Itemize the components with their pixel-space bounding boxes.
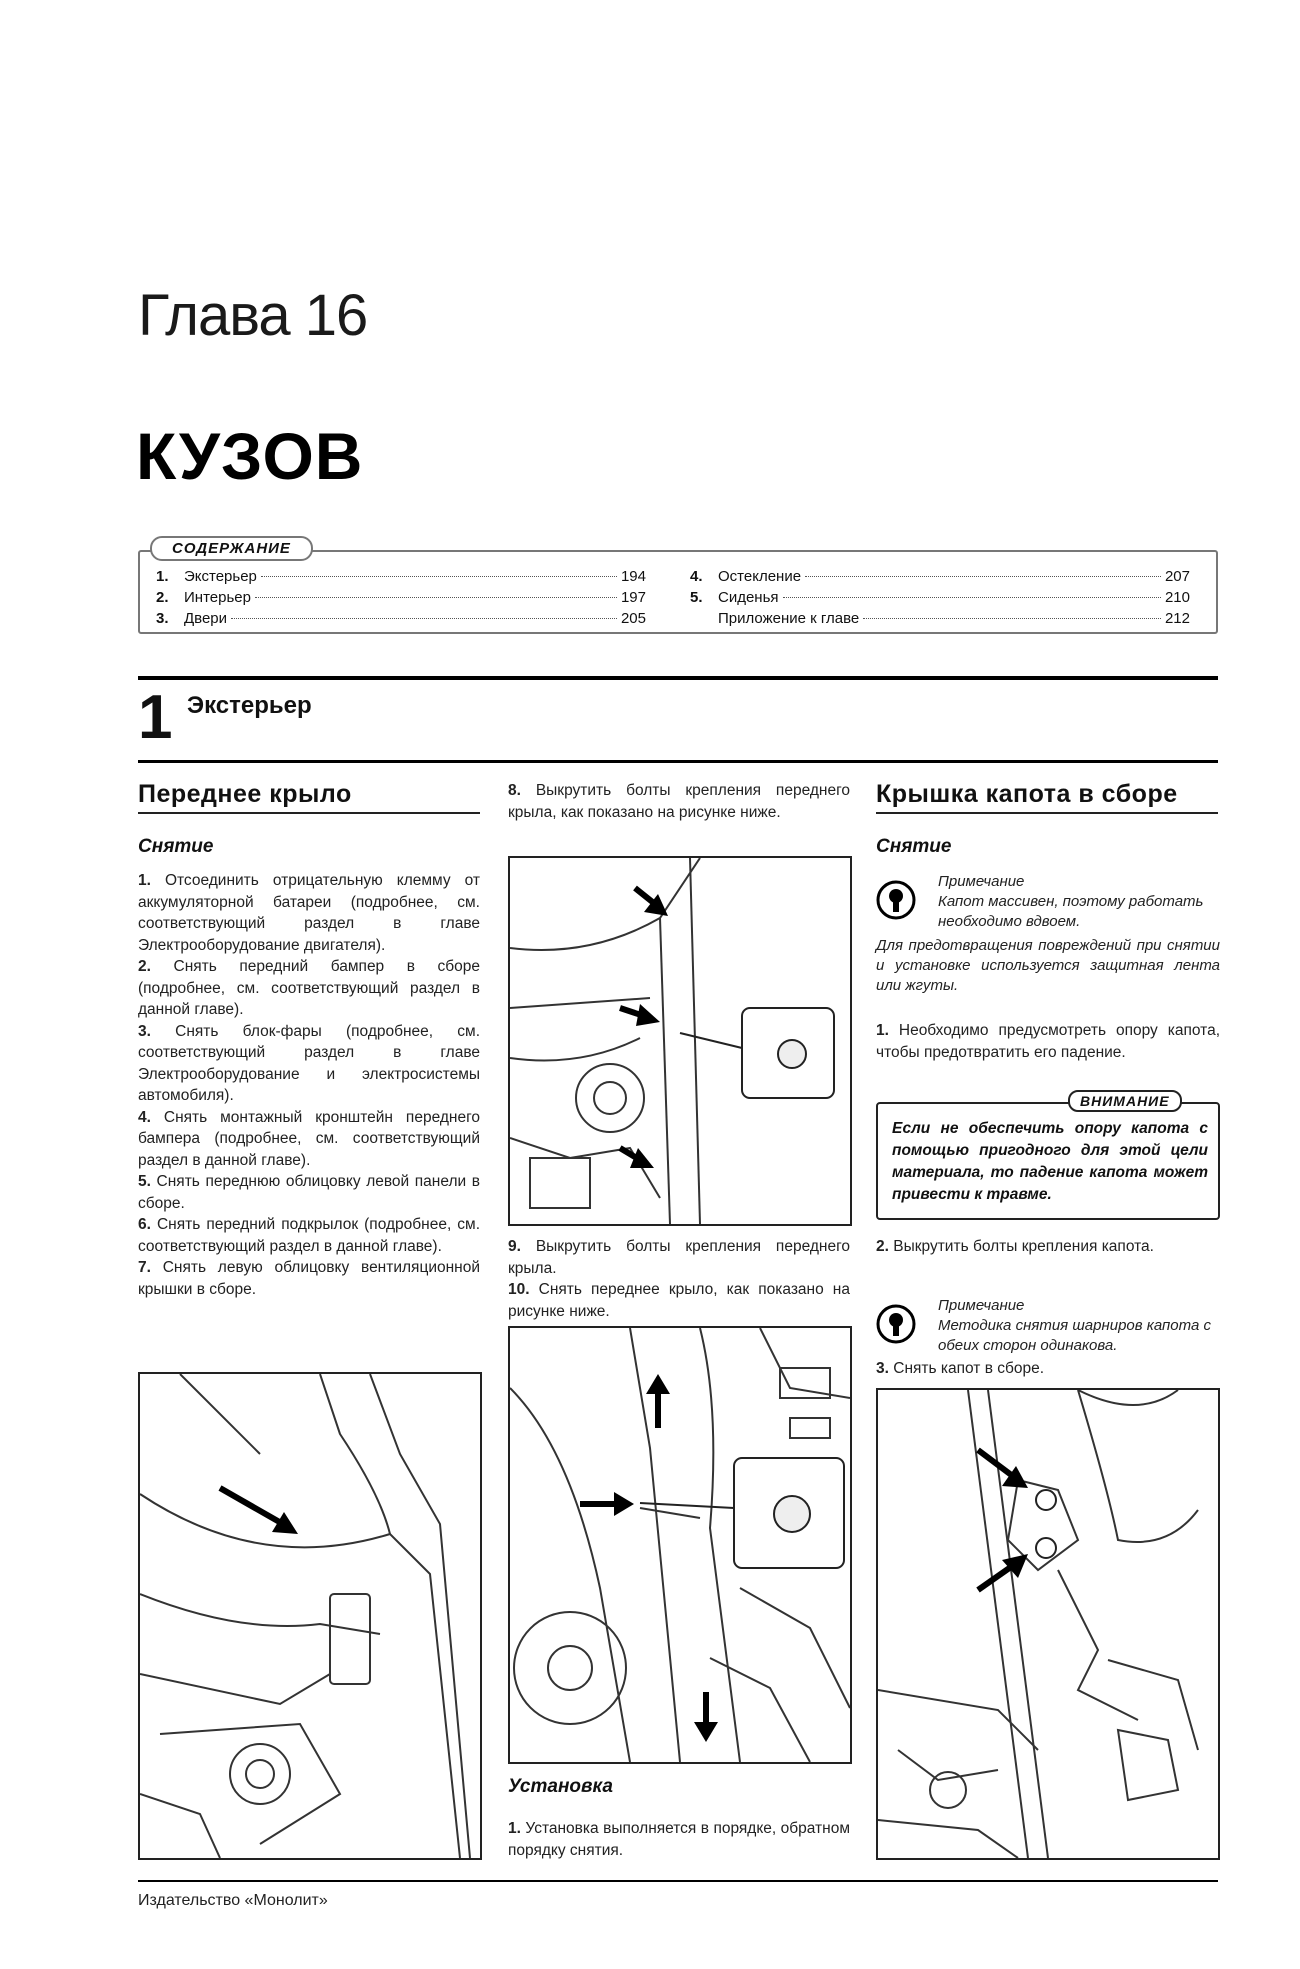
note-2: Примечание Методика снятия шарниров капота с обеих сторон одинакова. [938, 1297, 1211, 1354]
chapter-number: Глава 16 [138, 283, 368, 348]
bolt-icon [778, 1040, 806, 1068]
heading-underline [876, 812, 1218, 814]
toc-item[interactable]: 3. Двери 205 [156, 610, 646, 627]
removal-subheading: Снятие [138, 836, 214, 857]
figure-fender-panel [138, 1372, 482, 1860]
section-number: 1 [138, 683, 173, 752]
toc-item[interactable]: 4. Остекление 207 [690, 568, 1190, 585]
steps-9-10: 9. Выкрутить болты крепления переднего крыла. 10. Снять переднее крыло, как показано на рисунке ниже. [508, 1238, 850, 1320]
line-drawing-fender-bolts [510, 858, 850, 1224]
step: 5. Снять переднюю облицовку левой панели в сборе. [138, 1173, 481, 1212]
section-title: Экстерьер [187, 692, 312, 719]
line-drawing-hood-hinge [878, 1390, 1218, 1858]
line-drawing-fender-removal [510, 1328, 850, 1762]
table-of-contents [138, 550, 1218, 634]
footer-rule [138, 1880, 1218, 1882]
toc-right-column [690, 566, 1190, 629]
step: 1. Отсоединить отрицательную клемму от аккумуляторной батареи (подробнее, см. соответствующий раздел в главе Электрооборудование двигателя). [138, 872, 480, 954]
bolt-icon [1036, 1490, 1056, 1510]
toc-item[interactable]: 5. Сиденья 210 [690, 589, 1190, 606]
hood-step-1: 1. Необходимо предусмотреть опору капота, чтобы предотвратить его падение. [876, 1022, 1220, 1061]
section-bottom-rule [138, 760, 1218, 763]
step-8: 8. Выкрутить болты крепления переднего крыла, как показано на рисунке ниже. [508, 782, 850, 821]
arrow-icon [580, 1374, 718, 1742]
warning-box [876, 1102, 1220, 1220]
hood-step-3: 3. Снять капот в сборе. [876, 1360, 1045, 1377]
installation-step: 1. Установка выполняется в порядке, обратном порядку снятия. [508, 1820, 850, 1859]
toc-item[interactable]: 1. Экстерьер 194 [156, 568, 646, 585]
note-1-continued: Для предотвращения повреждений при снятии и установке используется защитная лента или жгуты. [876, 937, 1220, 994]
note-1: Примечание Капот массивен, поэтому работать необходимо вдвоем. [938, 873, 1204, 930]
bolt-icon [1036, 1538, 1056, 1558]
heading-underline [138, 812, 480, 814]
installation-subheading: Установка [508, 1776, 613, 1797]
step: 2. Снять передний бампер в сборе (подробнее, см. соответствующий раздел в данной главе). [138, 958, 480, 1018]
toc-item[interactable]: Приложение к главе 212 [718, 610, 1190, 627]
line-drawing-fender [140, 1374, 480, 1858]
step: 6. Снять передний подкрылок (подробнее, см. соответствующий раздел в данной главе). [138, 1216, 480, 1255]
removal-steps [138, 870, 480, 1300]
hood-step-2: 2. Выкрутить болты крепления капота. [876, 1238, 1154, 1255]
step: 4. Снять монтажный кронштейн переднего бампера (подробнее, см. соответствующий раздел в данной главе). [138, 1108, 481, 1169]
bolt-icon [774, 1496, 810, 1532]
figure-fender-removal [508, 1326, 852, 1764]
note-icon [876, 1304, 916, 1344]
toc-left-column [156, 566, 646, 629]
toc-item[interactable]: 2. Интерьер 197 [156, 589, 646, 606]
step: 7. Снять левую облицовку вентиляционной крышки в сборе. [138, 1259, 480, 1298]
chapter-title: КУЗОВ [136, 419, 364, 493]
hood-removal-subheading: Снятие [876, 836, 952, 857]
step: 3. Снять блок-фары (подробнее, см. соответствующий раздел в главе Электрооборудование и электросистемы автомобиля). [138, 1022, 481, 1104]
front-fender-heading: Переднее крыло [138, 780, 352, 808]
note-icon [876, 880, 916, 920]
toc-label: СОДЕРЖАНИЕ [150, 536, 313, 561]
section-top-rule [138, 676, 1218, 680]
warning-text: Если не обеспечить опору капота с помощью пригодного для этой цели материала, то падение капота может привести к травме. [892, 1120, 1208, 1203]
hood-heading: Крышка капота в сборе [876, 780, 1178, 808]
warning-label: ВНИМАНИЕ [1068, 1090, 1182, 1112]
figure-fender-bolts [508, 856, 852, 1226]
figure-hood-hinge [876, 1388, 1220, 1860]
publisher-footer: Издательство «Монолит» [138, 1892, 328, 1909]
